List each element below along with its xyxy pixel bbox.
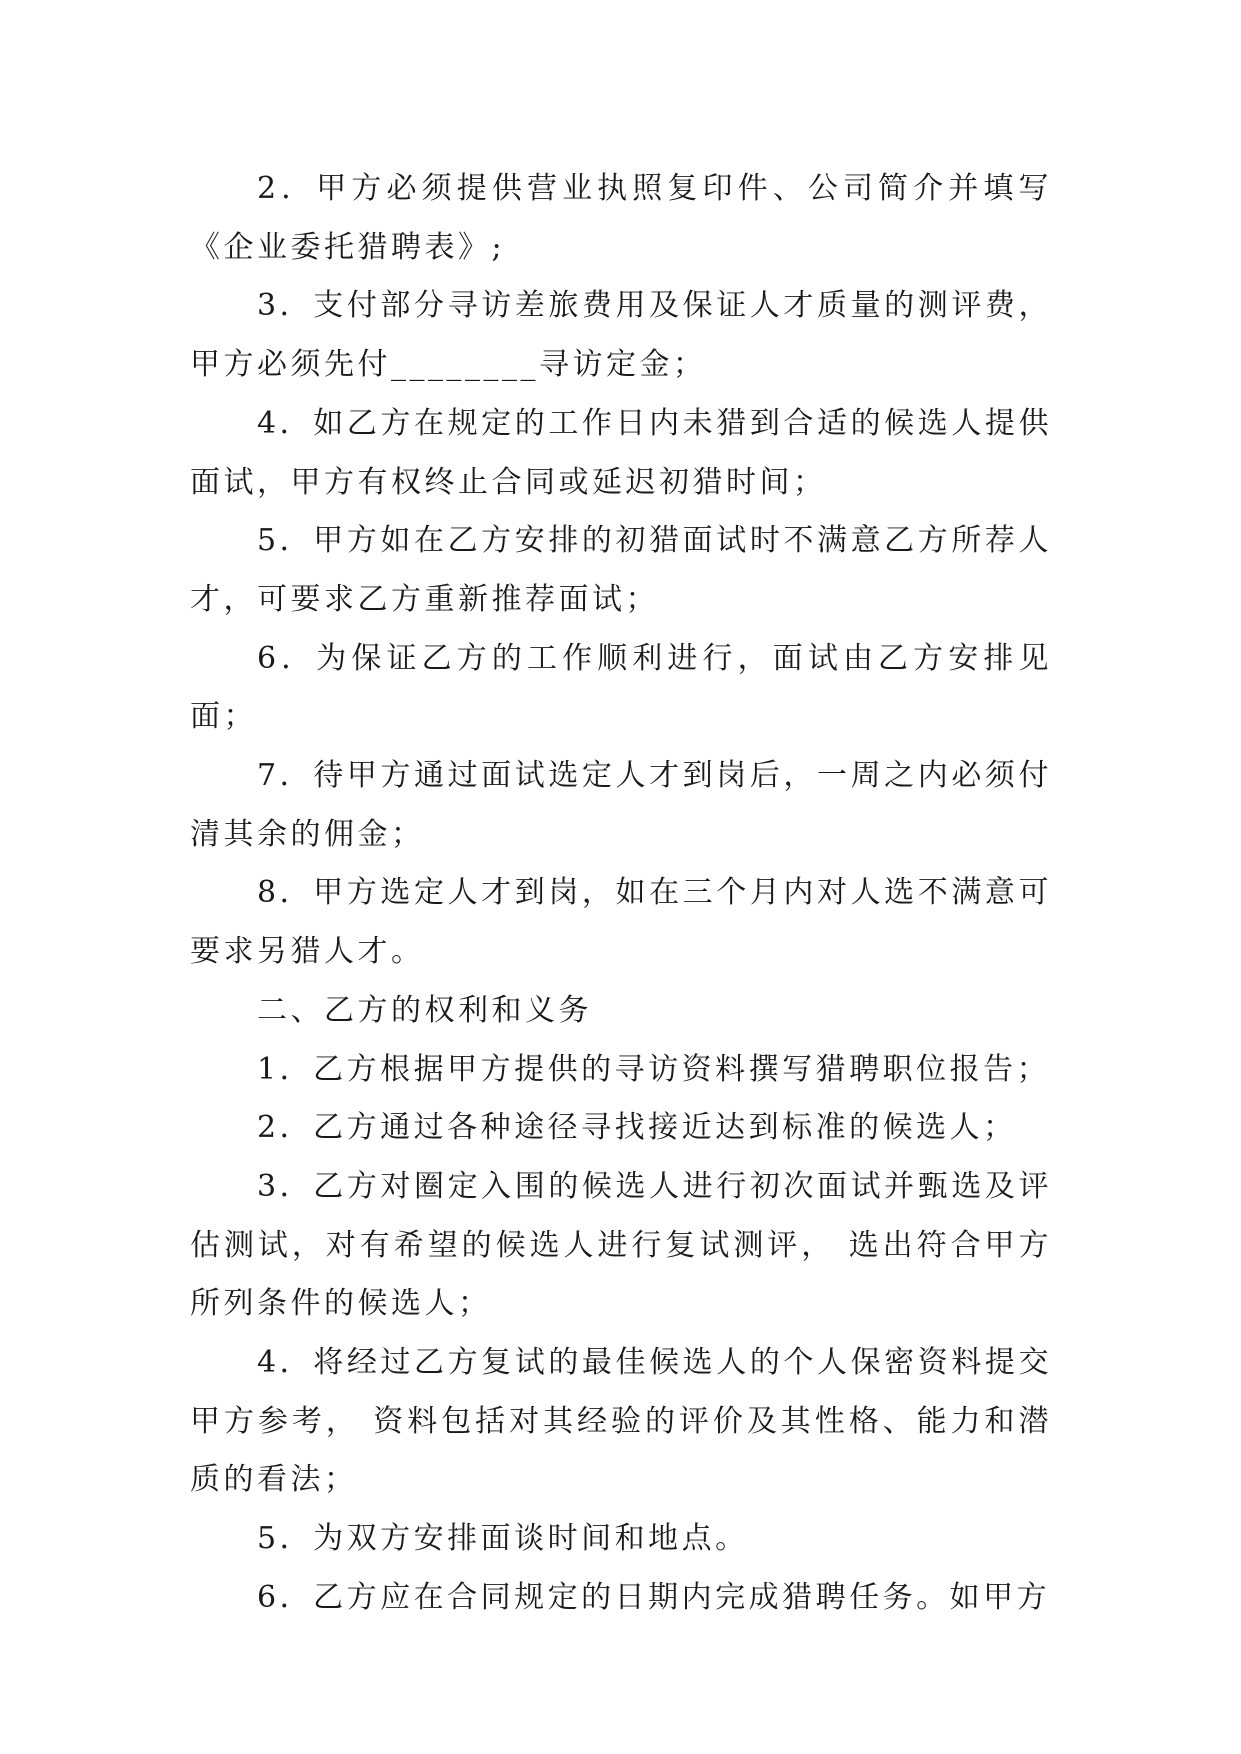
document-body xyxy=(190,160,1052,1628)
clause-b-1: 1．乙方根据甲方提供的寻访资料撰写猎聘职位报告； xyxy=(257,1051,1051,1087)
section-heading: 二、乙方的权利和义务 xyxy=(257,992,592,1028)
clause-a-8: 8．甲方选定人才到岗，如在三个月内对人选不满意可要求另猎人才。 xyxy=(190,875,1052,970)
clause-b-6: 6．乙方应在合同规定的日期内完成猎聘任务。如甲方 xyxy=(257,1579,1051,1615)
clause-a-2: 2．甲方必须提供营业执照复印件、公司简介并填写《企业委托猎聘表》; xyxy=(190,171,1052,265)
clause-b-4: 4．将经过乙方复试的最佳候选人的个人保密资料提交甲方参考， 资料包括对其经验的评价及其性格、能力和潜质的看法； xyxy=(190,1345,1052,1498)
clause-b-3: 3．乙方对圈定入围的候选人进行初次面试并甄选及评估测试，对有希望的候选人进行复试测评， 选出符合甲方所列条件的候选人； xyxy=(190,1168,1052,1322)
clause-a-5: 5．甲方如在乙方安排的初猎面试时不满意乙方所荐人才，可要求乙方重新推荐面试； xyxy=(190,523,1052,617)
clause-a-3: 3．支付部分寻访差旅费用及保证人才质量的测评费，甲方必须先付________寻访定金； xyxy=(190,288,1052,383)
clause-a-6: 6．为保证乙方的工作顺利进行，面试由乙方安排见面； xyxy=(190,640,1052,735)
clause-b-5: 5．为双方安排面谈时间和地点。 xyxy=(257,1521,749,1557)
clause-a-4: 4．如乙方在规定的工作日内未猎到合适的候选人提供面试，甲方有权终止合同或延迟初猎时间； xyxy=(190,405,1052,500)
clause-a-7: 7．待甲方通过面试选定人才到岗后，一周之内必须付清其余的佣金； xyxy=(190,758,1052,852)
clause-b-2: 2．乙方通过各种途径寻找接近达到标准的候选人； xyxy=(257,1110,1017,1146)
